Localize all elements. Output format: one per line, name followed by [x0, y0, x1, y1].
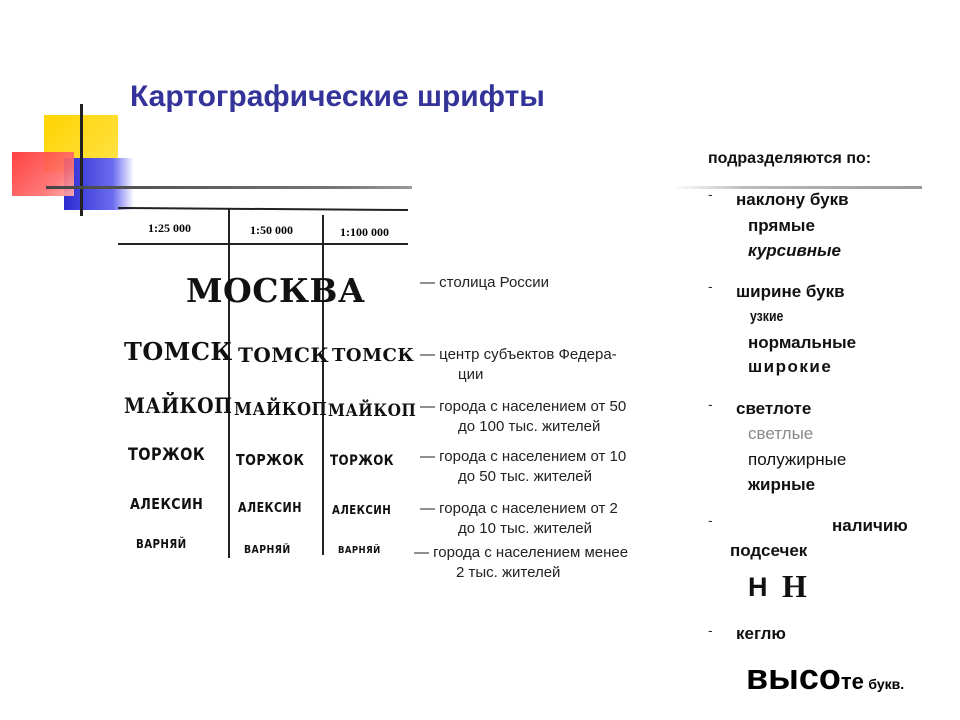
- slide-title: Картографические шрифты: [130, 80, 545, 113]
- city-moscow: МОСКВА: [186, 271, 366, 310]
- criterion-serifs-line2: подсечек: [730, 541, 808, 560]
- size-sample-medium: те: [840, 669, 864, 694]
- size-sample-large: высо: [746, 656, 841, 697]
- city-aleksin-100k: АЛЕКСИН: [332, 503, 392, 517]
- slant-upright: прямые: [748, 216, 815, 235]
- city-torzhok-25k: ТОРЖОК: [128, 445, 206, 465]
- row-desc-line: ции: [458, 366, 484, 383]
- size-sample: [746, 656, 904, 698]
- width-wide: широкие: [748, 357, 833, 376]
- criterion-lightness: светлоте: [736, 399, 812, 418]
- row-desc-line: — центр субъектов Федера-: [420, 346, 617, 363]
- list-dash: -: [708, 278, 713, 294]
- serif-sample-serif: Н: [782, 568, 807, 604]
- row-desc-line: до 50 тыс. жителей: [458, 468, 593, 485]
- size-sample-small: букв.: [868, 676, 905, 692]
- row-desc-line: до 10 тыс. жителей: [458, 520, 593, 537]
- decor-red-square: [12, 152, 74, 196]
- table-header-rule: [118, 243, 408, 245]
- list-dash: -: [708, 512, 713, 528]
- table-column-divider-2: [322, 215, 324, 555]
- criterion-size: кеглю: [736, 624, 786, 643]
- table-column-divider-1: [228, 208, 230, 558]
- row-desc-line: до 100 тыс. жителей: [458, 418, 601, 435]
- width-narrow: узкие: [750, 308, 784, 325]
- scale-header-3: 1:100 000: [340, 225, 389, 239]
- lightness-semibold: полужирные: [748, 450, 847, 469]
- row-desc-line: — города с населением менее: [414, 544, 629, 561]
- city-varnyay-25k: ВАРНЯЙ: [136, 537, 187, 551]
- width-normal: нормальные: [748, 333, 857, 352]
- list-dash: -: [708, 396, 713, 412]
- city-varnyay-50k: ВАРНЯЙ: [244, 543, 291, 556]
- decor-horizontal-line-left: [46, 186, 412, 189]
- font-sample-table: [118, 205, 678, 595]
- row-desc-line: — столица России: [420, 274, 550, 291]
- row-desc-line: — города с населением от 10: [420, 448, 627, 465]
- city-torzhok-100k: ТОРЖОК: [330, 453, 394, 469]
- city-tomsk-25k: ТОМСК: [124, 337, 233, 366]
- serif-sample-sans: Н: [748, 572, 768, 602]
- city-varnyay-100k: ВАРНЯЙ: [338, 545, 381, 556]
- row-desc-line: 2 тыс. жителей: [456, 564, 561, 581]
- row-desc-line: — города с населением от 50: [420, 398, 627, 415]
- decor-blue-square: [64, 158, 134, 210]
- criterion-width: ширине букв: [736, 282, 845, 301]
- city-tomsk-100k: ТОМСК: [332, 345, 415, 366]
- table-top-rule: [118, 207, 408, 211]
- classification-intro: подразделяются по:: [708, 150, 872, 167]
- row-desc-line: — города с населением от 2: [420, 500, 618, 517]
- criterion-slant: наклону букв: [736, 190, 849, 209]
- lightness-bold: жирные: [748, 475, 816, 494]
- city-aleksin-25k: АЛЕКСИН: [130, 495, 204, 513]
- city-maykop-25k: МАЙКОП: [124, 393, 233, 418]
- scale-header-1: 1:25 000: [148, 221, 191, 235]
- city-maykop-50k: МАЙКОП: [234, 399, 328, 420]
- scale-header-2: 1:50 000: [250, 223, 293, 237]
- lightness-light: светлые: [748, 424, 814, 443]
- city-maykop-100k: МАЙКОП: [328, 401, 417, 421]
- list-dash: -: [708, 622, 713, 638]
- slant-italic: курсивные: [748, 241, 842, 260]
- list-dash: -: [708, 186, 713, 202]
- city-aleksin-50k: АЛЕКСИН: [238, 501, 302, 516]
- criterion-serifs-line1: наличию: [832, 516, 908, 535]
- city-tomsk-50k: ТОМСК: [238, 343, 330, 367]
- decor-vertical-line: [80, 104, 83, 216]
- city-torzhok-50k: ТОРЖОК: [236, 451, 305, 469]
